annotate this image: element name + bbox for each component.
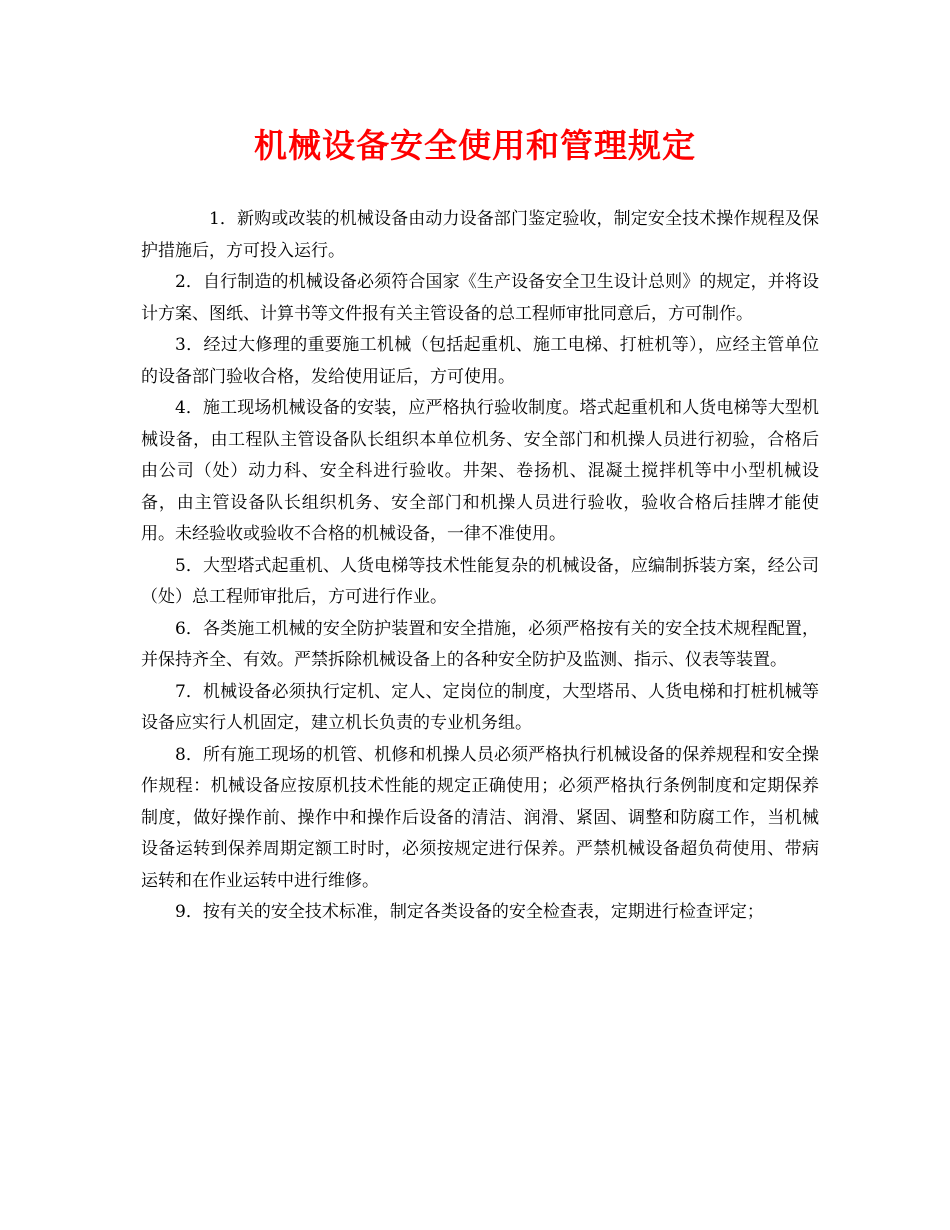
paragraph-1: 1．新购或改装的机械设备由动力设备部门鉴定验收，制定安全技术操作规程及保护措施后，方可投入运行。 (141, 209, 819, 261)
document-body (141, 204, 819, 929)
paragraph-9: 9．按有关的安全技术标准，制定各类设备的安全检查表，定期进行检查评定； (175, 902, 764, 922)
paragraph-7: 7．机械设备必须执行定机、定人、定岗位的制度，大型塔吊、人货电梯和打桩机械等设备应实行人机固定，建立机长负责的专业机务组。 (141, 681, 819, 733)
paragraph-5: 5．大型塔式起重机、人货电梯等技术性能复杂的机械设备，应编制拆装方案，经公司（处）总工程师审批后，方可进行作业。 (141, 555, 819, 607)
paragraph-8: 8．所有施工现场的机管、机修和机操人员必须严格执行机械设备的保养规程和安全操作规程：机械设备应按原机技术性能的规定正确使用；必须严格执行条例制度和定期保养制度，做好操作前、操作中和操作后设备的清洁、润滑、紧固、调整和防腐工作，当机械设备运转到保养周期定额工时时，必须按规定进行保养。严禁机械设备超负荷使用、带病运转和在作业运转中进行维修。 (141, 744, 819, 891)
paragraph-4: 4．施工现场机械设备的安装，应严格执行验收制度。塔式起重机和人货电梯等大型机械设备，由工程队主管设备队长组织本单位机务、安全部门和机操人员进行初验，合格后由公司（处）动力科、安全科进行验收。井架、卷扬机、混凝土搅拌机等中小型机械设备，由主管设备队长组织机务、安全部门和机操人员进行验收，验收合格后挂牌才能使用。未经验收或验收不合格的机械设备，一律不准使用。 (141, 398, 819, 544)
paragraph-3: 3．经过大修理的重要施工机械（包括起重机、施工电梯、打桩机等），应经主管单位的设备部门验收合格，发给使用证后，方可使用。 (141, 335, 819, 387)
paragraph-6: 6．各类施工机械的安全防护装置和安全措施，必须严格按有关的安全技术规程配置，并保持齐全、有效。严禁拆除机械设备上的各种安全防护及监测、指示、仪表等装置。 (141, 618, 819, 670)
paragraph-2: 2．自行制造的机械设备必须符合国家《生产设备安全卫生设计总则》的规定，并将设计方案、图纸、计算书等文件报有关主管设备的总工程师审批同意后，方可制作。 (141, 272, 819, 324)
page-title: 机械设备安全使用和管理规定 (254, 126, 696, 165)
